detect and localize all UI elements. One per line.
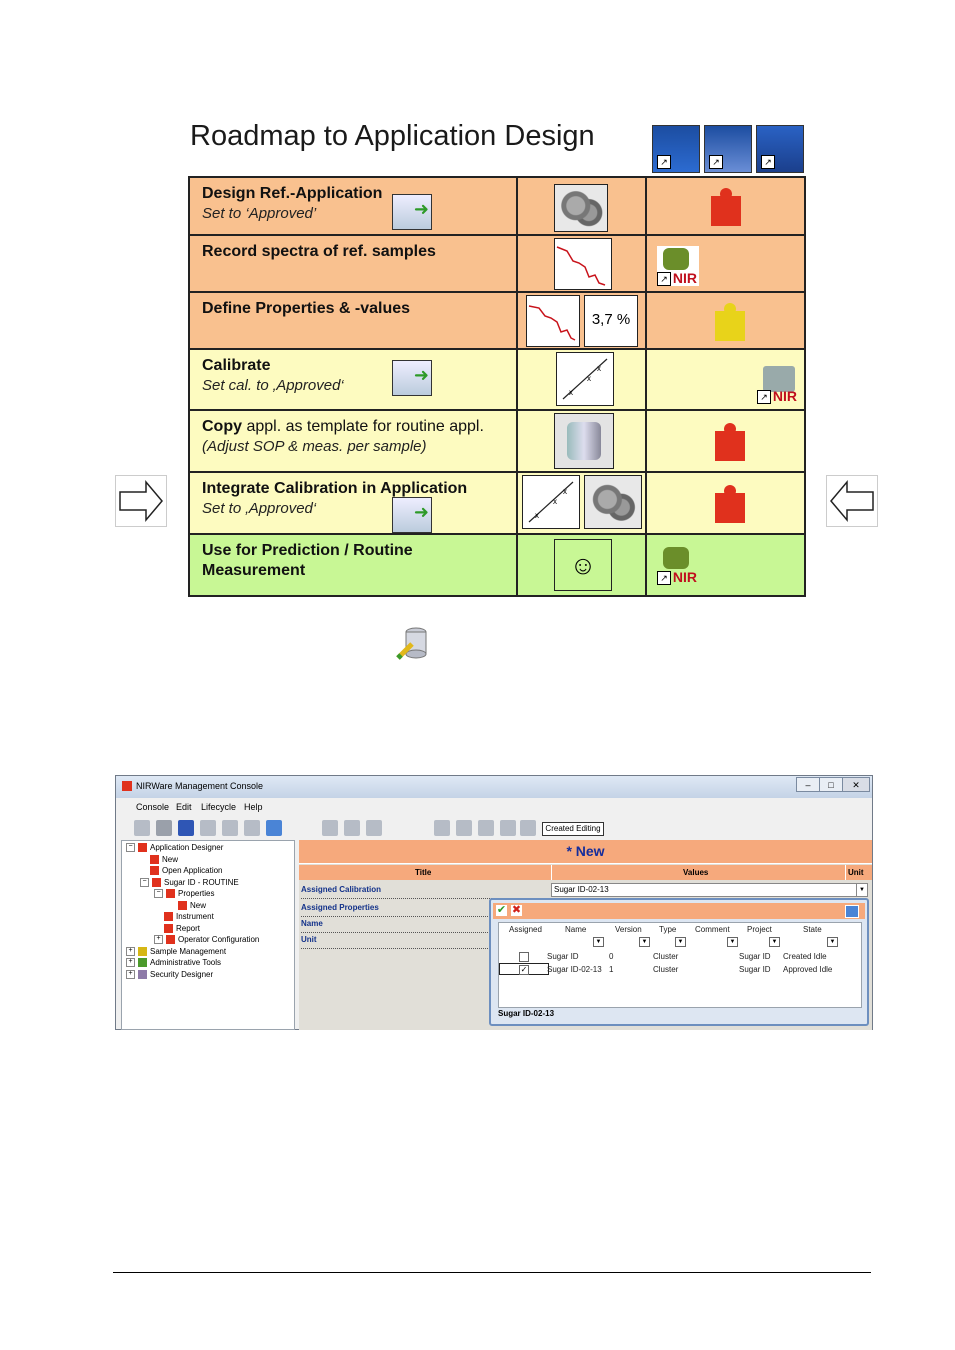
database-icon — [554, 413, 614, 469]
step-title: Use for Prediction / Routine Measurement — [202, 542, 413, 579]
assigned-checkbox[interactable] — [519, 952, 529, 962]
svg-text:x: x — [569, 388, 573, 397]
calibration-plot-icon — [556, 352, 614, 406]
puzzle-red-icon — [711, 196, 741, 226]
step-subtitle: (Adjust SOP & meas. per sample) — [202, 438, 427, 455]
tree-item-properties-new[interactable]: New — [178, 901, 206, 910]
new-icon[interactable] — [134, 820, 150, 836]
nir-icon: ↗ NIR — [657, 545, 699, 585]
menu-help[interactable]: Help — [244, 802, 263, 812]
tree-item-report[interactable]: Report — [164, 924, 200, 933]
roadmap-table — [188, 176, 806, 597]
row-name: Sugar ID — [547, 952, 579, 961]
upload-instrument-icon: ↗ — [704, 125, 752, 173]
pane-title: * New — [566, 843, 605, 859]
smiley-icon: ☺ — [554, 539, 612, 591]
save-icon[interactable] — [178, 820, 194, 836]
roadmap-row-routine — [190, 535, 804, 595]
cancel-icon[interactable]: ✖ — [511, 904, 522, 916]
spectrum-icon — [526, 295, 580, 347]
footer-divider — [113, 1272, 871, 1273]
lifecycle-icon-1[interactable] — [434, 820, 450, 836]
roadmap-row-integrate — [190, 473, 804, 535]
svg-text:x: x — [563, 487, 567, 496]
column-title: Title — [415, 868, 432, 877]
roadmap-row-design — [190, 178, 804, 236]
row-state: Created Idle — [783, 952, 827, 961]
calculator-nir-icon: ↗ NIR — [757, 364, 799, 404]
step-title: Calibrate — [202, 357, 271, 374]
roadmap-row-copy — [190, 411, 804, 473]
column-project: Project — [747, 925, 772, 934]
lifecycle-icon-4[interactable] — [500, 820, 516, 836]
property-assigned-calibration[interactable]: Assigned Calibration — [301, 885, 548, 899]
navigation-tree — [121, 840, 295, 1030]
tree-item-application-designer[interactable]: − Application Designer — [126, 843, 223, 852]
tree-item-administrative-tools[interactable]: + Administrative Tools — [126, 958, 221, 967]
filter-project-icon[interactable]: ▼ — [769, 937, 780, 947]
refresh-icon[interactable] — [845, 905, 859, 918]
approve-document-icon — [392, 194, 432, 230]
row-project: Sugar ID — [739, 952, 771, 961]
calculator-icon: ↗ — [756, 125, 804, 173]
arrow-left-icon — [826, 475, 878, 527]
column-unit: Unit — [848, 868, 864, 877]
assigned-calibration-dropdown[interactable] — [551, 883, 868, 897]
save-all-icon[interactable] — [200, 820, 216, 836]
puzzle-red-icon — [715, 431, 745, 461]
property-value-box: 3,7 % — [584, 295, 638, 347]
popup-header — [493, 903, 865, 919]
lifecycle-icon-2[interactable] — [456, 820, 472, 836]
step-title: Integrate Calibration in Application — [202, 480, 468, 497]
property-unit[interactable]: Unit — [301, 935, 548, 949]
step-title: Record spectra of ref. samples — [202, 243, 436, 260]
app-icon — [122, 781, 132, 791]
filter-name-icon[interactable]: ▼ — [593, 937, 604, 947]
copy-icon[interactable] — [344, 820, 360, 836]
calibration-plot-icon — [522, 475, 580, 529]
svg-text:x: x — [587, 374, 591, 383]
database-edit-icon — [394, 624, 432, 662]
step-title: Define Properties & -values — [202, 300, 411, 317]
menu-lifecycle[interactable]: Lifecycle — [201, 802, 237, 812]
window-title: NIRWare Management Console — [136, 781, 264, 791]
minimize-button[interactable]: – — [796, 777, 820, 792]
tree-item-open-application[interactable]: Open Application — [150, 866, 223, 875]
arrow-right-icon — [115, 475, 167, 527]
menu-edit[interactable]: Edit — [176, 802, 192, 812]
tree-item-instrument[interactable]: Instrument — [164, 912, 214, 921]
column-state: State — [803, 925, 822, 934]
column-values: Values — [683, 868, 709, 877]
column-version: Version — [615, 925, 642, 934]
grid-header — [299, 865, 872, 880]
maximize-button[interactable]: □ — [819, 777, 843, 792]
column-assigned: Assigned — [509, 925, 542, 934]
row-name: Sugar ID-02-13 — [547, 965, 602, 974]
column-type: Type — [659, 925, 677, 934]
roadmap-title: Roadmap to Application Design — [190, 120, 595, 152]
step-title-rest: appl. as template for routine appl. — [242, 418, 484, 435]
filter-type-icon[interactable]: ▼ — [675, 937, 686, 947]
lifecycle-icon-5[interactable] — [520, 820, 536, 836]
menu-console[interactable]: Console — [136, 802, 170, 812]
tree-item-new[interactable]: New — [150, 855, 178, 864]
confirm-icon[interactable]: ✔ — [496, 904, 507, 916]
approve-document-icon — [392, 497, 432, 533]
assigned-checkbox-checked[interactable]: ✓ — [520, 965, 528, 974]
tree-item-properties[interactable]: − Properties — [154, 889, 214, 898]
step-subtitle: Set cal. to ‚Approved‘ — [202, 377, 344, 394]
print-icon[interactable] — [222, 820, 238, 836]
row-state: Approved Idle — [783, 965, 833, 974]
refresh-icon[interactable] — [244, 820, 260, 836]
gears-icon — [554, 184, 608, 232]
close-button[interactable]: ✕ — [842, 777, 870, 792]
property-assigned-properties[interactable]: Assigned Properties — [301, 903, 548, 917]
step-title: Copy — [202, 418, 242, 435]
gears-icon — [584, 475, 642, 529]
column-comment: Comment — [695, 925, 730, 934]
step-title: Design Ref.-Application — [202, 185, 383, 202]
selected-calibration-label: Sugar ID-02-13 — [498, 1009, 555, 1018]
calibration-list — [498, 922, 862, 1008]
step-subtitle: Set to ‘Approved’ — [202, 205, 317, 222]
chevron-down-icon[interactable]: ▼ — [856, 884, 867, 896]
pane-header — [299, 840, 872, 864]
nir-icon: ↗ NIR — [657, 246, 699, 286]
row-project: Sugar ID — [739, 965, 771, 974]
puzzle-red-icon — [715, 493, 745, 523]
filter-version-icon[interactable]: ▼ — [639, 937, 650, 947]
tree-item-sample-management[interactable]: + Sample Management — [126, 947, 226, 956]
svg-text:x: x — [553, 497, 557, 506]
toolbar — [116, 816, 872, 840]
tree-item-sugar-id-routine[interactable]: − Sugar ID - ROUTINE — [140, 878, 239, 887]
delete-icon[interactable] — [156, 820, 172, 836]
status-badge: Created Editing — [542, 822, 604, 836]
property-name[interactable]: Name — [301, 919, 548, 933]
management-console-window — [115, 775, 873, 1030]
roadmap-row-properties — [190, 293, 804, 350]
roadmap-row-calibrate — [190, 350, 804, 411]
window-titlebar — [116, 776, 872, 798]
puzzle-yellow-icon — [715, 311, 745, 341]
tree-item-operator-configuration[interactable]: + Operator Configuration — [154, 935, 259, 944]
cut-icon[interactable] — [322, 820, 338, 836]
tree-item-security-designer[interactable]: + Security Designer — [126, 970, 213, 979]
row-version: 1 — [609, 965, 614, 974]
calibration-picker-popup — [489, 898, 869, 1026]
lifecycle-icon-3[interactable] — [478, 820, 494, 836]
preview-icon[interactable] — [266, 820, 282, 836]
nir-instrument-icon: ↗ — [652, 125, 700, 173]
step-subtitle: Set to ‚Approved‘ — [202, 500, 317, 517]
spectrum-icon — [554, 238, 612, 290]
paste-icon[interactable] — [366, 820, 382, 836]
menu-bar — [116, 799, 872, 815]
svg-text:x: x — [535, 511, 539, 520]
svg-text:x: x — [597, 364, 601, 373]
row-version: 0 — [609, 952, 614, 961]
filter-state-icon[interactable]: ▼ — [827, 937, 838, 947]
assigned-calibration-value: Sugar ID-02-13 — [554, 885, 609, 894]
filter-comment-icon[interactable]: ▼ — [727, 937, 738, 947]
row-type: Cluster — [653, 952, 679, 961]
approve-document-icon — [392, 360, 432, 396]
row-type: Cluster — [653, 965, 679, 974]
roadmap-row-record — [190, 236, 804, 293]
column-name: Name — [565, 925, 587, 934]
